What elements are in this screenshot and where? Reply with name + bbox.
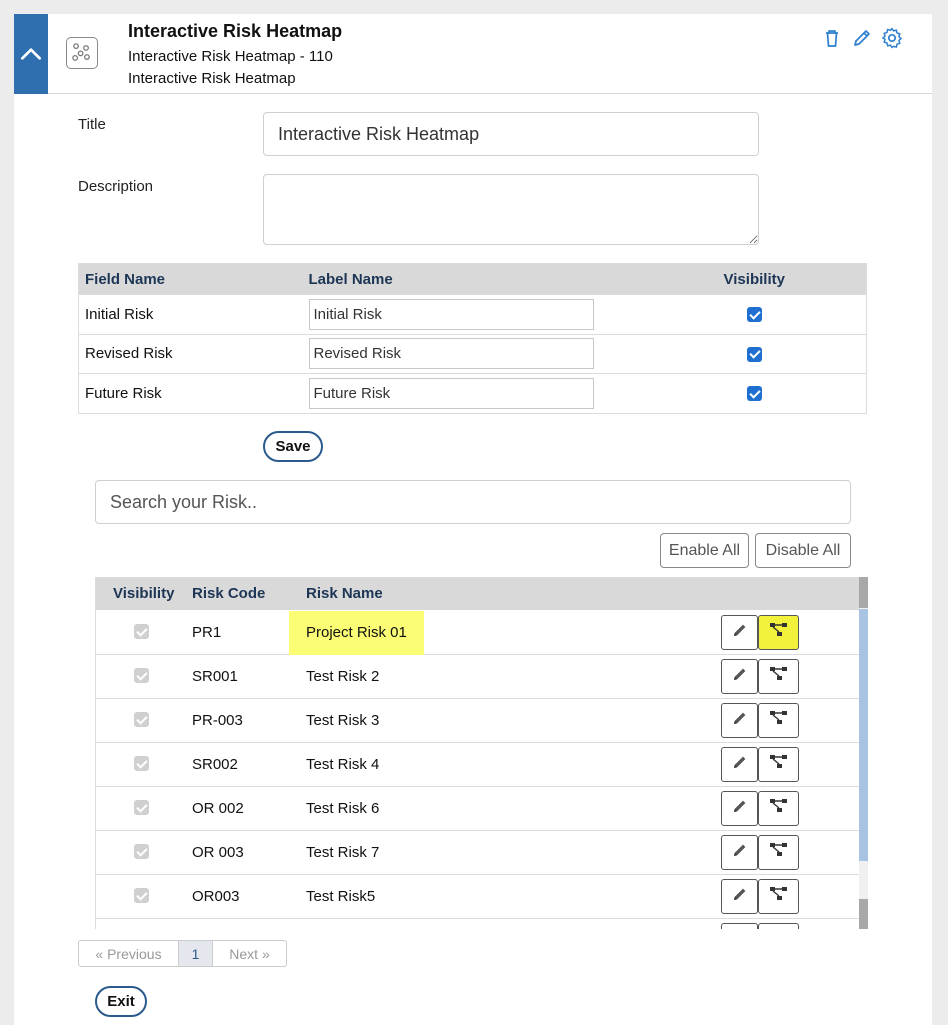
table-row bbox=[96, 655, 859, 699]
gear-icon[interactable] bbox=[880, 26, 904, 50]
hierarchy-icon bbox=[769, 709, 789, 732]
label-name-input[interactable] bbox=[309, 338, 594, 369]
visibility-checkbox[interactable] bbox=[747, 307, 762, 322]
pencil-icon[interactable] bbox=[850, 26, 874, 50]
edit-risk-button[interactable] bbox=[721, 615, 758, 650]
pencil-icon bbox=[730, 753, 750, 776]
field-visibility-table bbox=[78, 263, 867, 414]
risk-name-cell: Test Risk 4 bbox=[306, 756, 380, 773]
previous-page-button[interactable]: « Previous bbox=[79, 941, 179, 966]
hierarchy-icon bbox=[769, 665, 789, 688]
risk-visibility-checkbox[interactable] bbox=[134, 844, 149, 859]
risk-name-cell: Project Risk 01 bbox=[289, 611, 424, 655]
hierarchy-button[interactable] bbox=[758, 923, 799, 929]
field-name-cell: Future Risk bbox=[79, 374, 303, 414]
hierarchy-button[interactable] bbox=[758, 791, 799, 826]
edit-risk-button[interactable] bbox=[721, 923, 758, 929]
disable-all-button[interactable]: Disable All bbox=[755, 533, 851, 568]
hierarchy-icon bbox=[769, 841, 789, 864]
risk-visibility-checkbox[interactable] bbox=[134, 624, 149, 639]
table-row bbox=[96, 831, 859, 875]
risk-code-cell: OR 003 bbox=[192, 844, 244, 861]
pencil-icon bbox=[730, 665, 750, 688]
risk-search-input[interactable] bbox=[95, 480, 851, 524]
pencil-icon bbox=[730, 885, 750, 908]
label-name-input[interactable] bbox=[309, 378, 594, 409]
hierarchy-button[interactable] bbox=[758, 835, 799, 870]
exit-button[interactable]: Exit bbox=[95, 986, 147, 1017]
page-subtitle: Interactive Risk Heatmap - 110 bbox=[128, 48, 333, 65]
risk-code-cell: SR001 bbox=[192, 668, 238, 685]
description-input[interactable] bbox=[263, 174, 759, 245]
edit-risk-button[interactable] bbox=[721, 659, 758, 694]
table-row bbox=[96, 611, 859, 655]
risk-table bbox=[95, 577, 868, 929]
table-row bbox=[79, 374, 867, 414]
table-row bbox=[79, 334, 867, 374]
hierarchy-button[interactable] bbox=[758, 879, 799, 914]
pencil-icon bbox=[730, 797, 750, 820]
edit-risk-button[interactable] bbox=[721, 835, 758, 870]
visibility-checkbox[interactable] bbox=[747, 386, 762, 401]
page-number-button[interactable]: 1 bbox=[179, 941, 213, 966]
risk-table-header bbox=[96, 577, 859, 610]
edit-risk-button[interactable] bbox=[721, 703, 758, 738]
edit-risk-button[interactable] bbox=[721, 747, 758, 782]
risk-code-cell: PR1 bbox=[192, 624, 222, 641]
risk-code-cell: OR003 bbox=[192, 888, 240, 905]
chevron-up-icon bbox=[18, 41, 44, 67]
risk-name-cell: Test Risk 7 bbox=[306, 844, 380, 861]
field-name-cell: Initial Risk bbox=[79, 295, 303, 335]
title-label: Title bbox=[78, 116, 106, 133]
pencil-icon bbox=[730, 841, 750, 864]
column-header-risk-name: Risk Name bbox=[306, 585, 383, 602]
trash-icon[interactable] bbox=[820, 26, 844, 50]
widget-card bbox=[14, 14, 932, 1025]
page-subtitle-secondary: Interactive Risk Heatmap bbox=[128, 70, 296, 87]
table-row bbox=[96, 743, 859, 787]
hierarchy-icon bbox=[769, 621, 789, 644]
scrollbar-thumb[interactable] bbox=[859, 609, 868, 861]
page-title: Interactive Risk Heatmap bbox=[128, 21, 343, 41]
header-actions bbox=[820, 26, 904, 50]
table-row bbox=[96, 919, 859, 929]
description-label: Description bbox=[78, 178, 154, 195]
risk-name-cell: Test Risk 6 bbox=[306, 800, 380, 817]
risk-code-cell: PR-003 bbox=[192, 712, 243, 729]
pencil-icon bbox=[730, 621, 750, 644]
collapse-button[interactable] bbox=[14, 14, 48, 94]
pencil-icon bbox=[730, 709, 750, 732]
risk-visibility-checkbox[interactable] bbox=[134, 888, 149, 903]
hierarchy-icon bbox=[769, 885, 789, 908]
column-header-risk-code: Risk Code bbox=[192, 585, 266, 602]
enable-all-button[interactable]: Enable All bbox=[660, 533, 749, 568]
field-name-cell: Revised Risk bbox=[79, 334, 303, 374]
widget-header bbox=[14, 14, 932, 94]
hierarchy-icon bbox=[769, 753, 789, 776]
hierarchy-button[interactable] bbox=[758, 615, 799, 650]
hierarchy-button[interactable] bbox=[758, 659, 799, 694]
widget-scatter-icon bbox=[66, 37, 98, 69]
column-header-visibility: Visibility bbox=[643, 264, 867, 295]
visibility-checkbox[interactable] bbox=[747, 347, 762, 362]
next-page-button[interactable]: Next » bbox=[229, 945, 270, 962]
table-row bbox=[96, 787, 859, 831]
risk-name-cell: Test Risk 2 bbox=[306, 668, 380, 685]
edit-risk-button[interactable] bbox=[721, 791, 758, 826]
risk-visibility-checkbox[interactable] bbox=[134, 668, 149, 683]
label-name-input[interactable] bbox=[309, 299, 594, 330]
title-input[interactable] bbox=[263, 112, 759, 156]
column-header-field-name: Field Name bbox=[79, 264, 303, 295]
column-header-label-name: Label Name bbox=[303, 264, 643, 295]
hierarchy-button[interactable] bbox=[758, 703, 799, 738]
table-row bbox=[79, 295, 867, 335]
risk-name-cell: Test Risk5 bbox=[306, 888, 376, 905]
table-row bbox=[96, 875, 859, 919]
table-row bbox=[96, 699, 859, 743]
risk-visibility-checkbox[interactable] bbox=[134, 800, 149, 815]
column-header-visibility: Visibility bbox=[113, 585, 175, 602]
risk-code-cell: SR002 bbox=[192, 756, 238, 773]
risk-code-cell: OR 002 bbox=[192, 800, 244, 817]
pagination bbox=[78, 940, 287, 967]
edit-risk-button[interactable] bbox=[721, 879, 758, 914]
risk-visibility-checkbox[interactable] bbox=[134, 756, 149, 771]
scrollbar-down-arrow[interactable] bbox=[859, 899, 868, 929]
scrollbar-up-arrow[interactable] bbox=[859, 577, 868, 608]
hierarchy-button[interactable] bbox=[758, 747, 799, 782]
save-button[interactable]: Save bbox=[263, 431, 323, 462]
risk-name-cell: Test Risk 3 bbox=[306, 712, 380, 729]
risk-visibility-checkbox[interactable] bbox=[134, 712, 149, 727]
hierarchy-icon bbox=[769, 797, 789, 820]
